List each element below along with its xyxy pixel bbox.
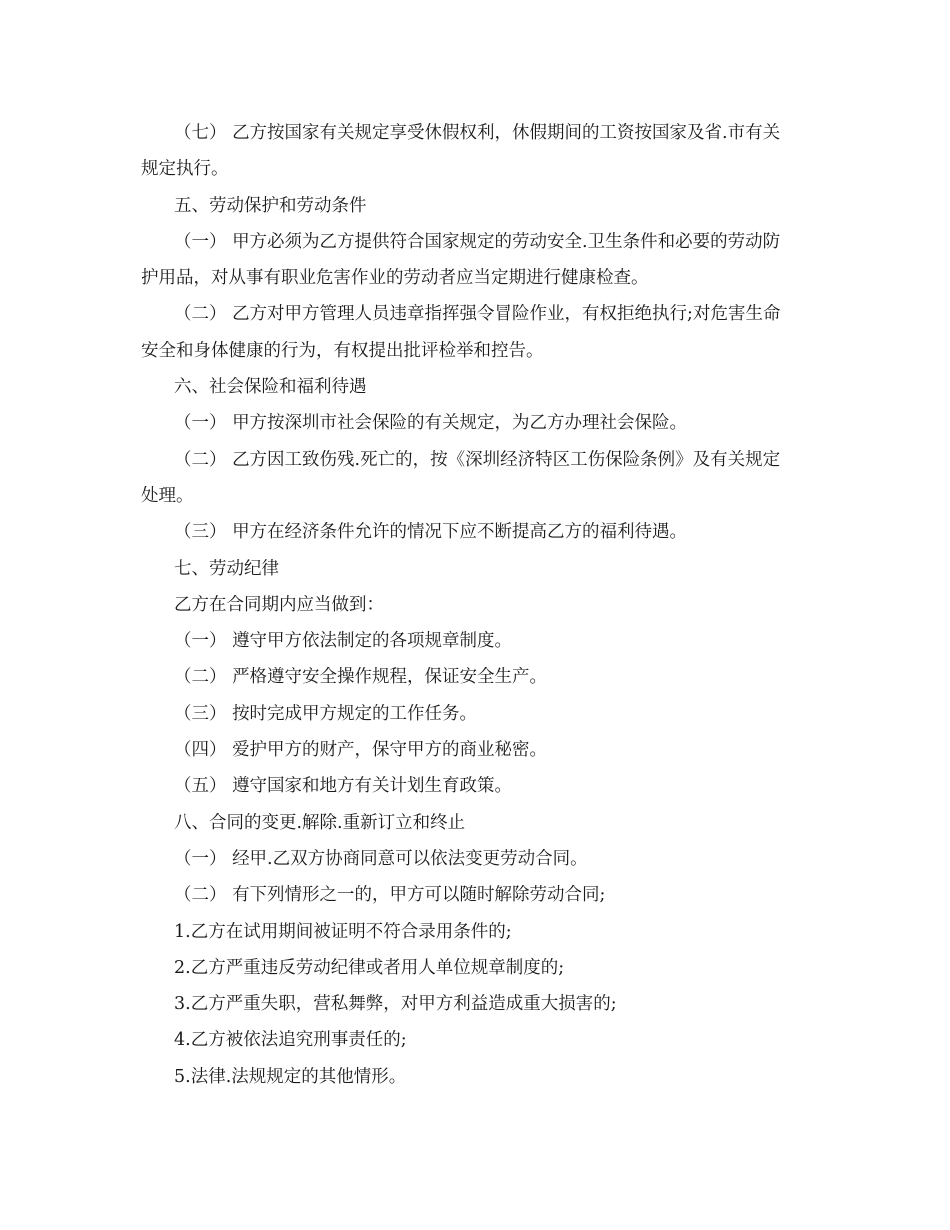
list-item-text: （五） 遵守国家和地方有关计划生育政策。 xyxy=(174,776,513,797)
list-item-text: 4.乙方被依法追究刑事责任的; xyxy=(174,1030,407,1051)
list-item-discipline-5 xyxy=(0,768,950,804)
section-heading-text: 五、劳动保护和劳动条件 xyxy=(174,195,367,216)
paragraph-line: （七） 乙方按国家有关规定享受休假权利，休假期间的工资按国家及省.市有关 xyxy=(174,123,781,143)
paragraph-line: （二） 乙方因工致伤残.死亡的，按《深圳经济特区工伤保险条例》及有关规定 xyxy=(174,449,781,470)
list-item-text: 1.乙方在试用期间被证明不符合录用条件的; xyxy=(174,921,512,942)
paragraph-line: （二） 有下列情形之一的，甲方可以随时解除劳动合同; xyxy=(174,885,606,906)
list-item-discipline-3 xyxy=(0,696,950,732)
paragraph-line: （一） 经甲.乙双方协商同意可以依法变更劳动合同。 xyxy=(174,848,588,869)
paragraph-safety-conditions xyxy=(0,224,950,297)
paragraph-discipline-intro xyxy=(0,587,950,623)
paragraph-refuse-unsafe-work xyxy=(0,296,950,369)
paragraph-vacation-rights xyxy=(0,115,950,188)
list-item-discipline-1 xyxy=(0,623,950,659)
section-heading-text: 七、劳动纪律 xyxy=(174,558,279,579)
list-item-text: （二） 严格遵守安全操作规程，保证安全生产。 xyxy=(174,667,548,688)
paragraph-line: （二） 乙方对甲方管理人员违章指挥强令冒险作业，有权拒绝执行;对危害生命 xyxy=(174,304,781,325)
list-item-termination-5 xyxy=(0,1059,950,1095)
paragraph-line: 乙方在合同期内应当做到： xyxy=(174,594,384,615)
list-item-text: 2.乙方严重违反劳动纪律或者用人单位规章制度的; xyxy=(174,957,565,978)
paragraph-continuation: 安全和身体健康的行为，有权提出批评检举和控告。 xyxy=(141,340,544,361)
section-heading-labor-protection xyxy=(0,188,950,224)
paragraph-line: （三） 甲方在经济条件允许的情况下应不断提高乙方的福利待遇。 xyxy=(174,522,688,543)
list-item-termination-3 xyxy=(0,986,950,1022)
section-heading-text: 八、合同的变更.解除.重新订立和终止 xyxy=(174,812,466,833)
paragraph-work-injury xyxy=(0,442,950,515)
section-heading-labor-discipline xyxy=(0,551,950,587)
paragraph-termination-conditions xyxy=(0,877,950,913)
list-item-text: 5.法律.法规规定的其他情形。 xyxy=(174,1066,407,1087)
paragraph-continuation: 处理。 xyxy=(141,485,194,506)
list-item-termination-1 xyxy=(0,914,950,950)
list-item-text: （四） 爱护甲方的财产，保守甲方的商业秘密。 xyxy=(174,740,548,761)
list-item-discipline-2 xyxy=(0,659,950,695)
list-item-termination-4 xyxy=(0,1022,950,1058)
document-body xyxy=(0,115,950,1095)
list-item-text: 3.乙方严重失职，营私舞弊，对甲方利益造成重大损害的; xyxy=(174,994,617,1015)
section-heading-contract-change xyxy=(0,805,950,841)
paragraph-continuation: 护用品，对从事有职业危害作业的劳动者应当定期进行健康检查。 xyxy=(141,268,649,289)
list-item-termination-2 xyxy=(0,950,950,986)
section-heading-text: 六、社会保险和福利待遇 xyxy=(174,377,367,398)
list-item-discipline-4 xyxy=(0,732,950,768)
paragraph-line: （一） 甲方按深圳市社会保险的有关规定，为乙方办理社会保险。 xyxy=(174,413,688,434)
paragraph-social-insurance xyxy=(0,405,950,441)
section-heading-social-insurance xyxy=(0,369,950,405)
list-item-text: （一） 遵守甲方依法制定的各项规章制度。 xyxy=(174,631,513,652)
paragraph-contract-modification xyxy=(0,841,950,877)
paragraph-continuation: 规定执行。 xyxy=(141,159,229,180)
paragraph-welfare xyxy=(0,514,950,550)
paragraph-line: （一） 甲方必须为乙方提供符合国家规定的劳动安全.卫生条件和必要的劳动防 xyxy=(174,231,781,252)
list-item-text: （三） 按时完成甲方规定的工作任务。 xyxy=(174,703,478,724)
